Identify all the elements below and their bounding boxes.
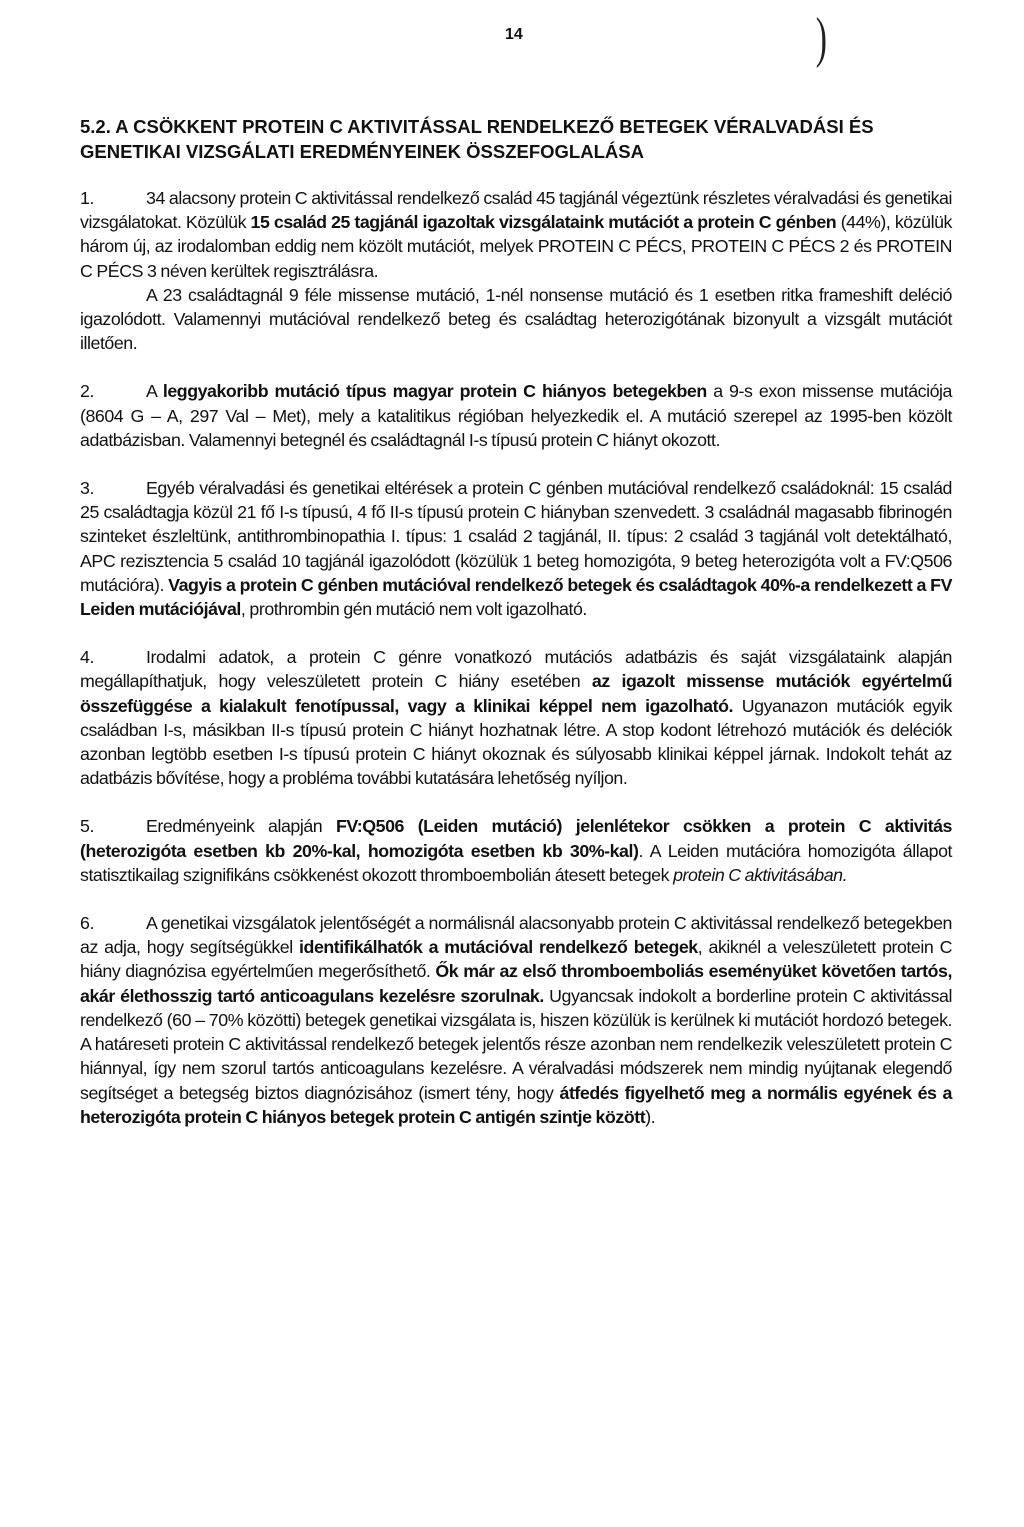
emphasized-text: Vagyis a protein C génben mutációval rendelkező betegek és családtagok 40%-a rendelkezett a FV Leiden mutációjával [80, 574, 952, 620]
body-text: A genetikai vizsgálatok jelentőségét a normálisnál alacsonyabb protein C aktivitással rendelkező betegekben az adja, hogy segítségükkel [80, 913, 952, 958]
body-text: , akiknél a veleszületett protein C hiány diagnózisa egyértelműen megerősíthető. [80, 937, 952, 982]
body-text: a 9-s exon missense mutációja (8604 G – A, 297 Val – Met), mely a katalitikus régióban helyezkedik el. A mutáció szerepel az 1995-ben közölt adatbázisban. Valamennyi betegnél és családtagnál I-s típusú protein C hiányt okozott. [80, 381, 952, 450]
item-number: 5. [80, 816, 94, 837]
body-text: (44%), közülük három új, az irodalomban eddig nem közölt mutációt, melyek PROTEIN C PÉCS, PROTEIN C PÉCS 2 és PROTEIN C PÉCS 3 néven kerültek regisztrálásra. [80, 212, 952, 281]
body-text: Eredményeink alapján [146, 816, 336, 837]
item-number: 3. [80, 478, 94, 499]
summary-list [80, 186, 952, 1153]
handwritten-margin-mark: ) [815, 7, 827, 69]
summary-item-6 [80, 911, 952, 1129]
page-number: 14 [505, 26, 523, 43]
emphasized-text: átfedés figyelhető meg a normális egyének és a heterozigóta protein C hiányos betegek protein C antigén szintje között [80, 1082, 952, 1127]
body-text: A [146, 381, 163, 402]
item-number: 4. [80, 647, 94, 668]
emphasized-text: leggyakoribb mutáció típus magyar protein C hiányos betegekben [162, 381, 707, 402]
body-text: ). [645, 1106, 656, 1127]
item-number: 1. [80, 188, 94, 208]
summary-item-3 [80, 476, 952, 621]
body-text: 34 alacsony protein C aktivitással rendelkező család 45 tagjánál végeztünk részletes véralvadási és genetikai vizsgálatokat. Közülük [80, 188, 952, 233]
body-text: Irodalmi adatok, a protein C génre vonatkozó mutációs adatbázis és saját vizsgálataink alapján megállapíthatjuk, hogy veleszületett protein C hiány esetében [80, 647, 952, 692]
emphasized-text: FV:Q506 (Leiden mutáció) jelenlétekor csökken a protein C aktivitás (heterozigóta esetben kb 20%-kal, homozigóta esetben kb 30%-kal) [80, 816, 952, 861]
italic-text: protein C aktivitásában. [673, 864, 848, 885]
summary-item-4 [80, 645, 952, 790]
emphasized-text: az igazolt missense mutációk egyértelmű összefüggése a kialakult fenotípussal, vagy a klinikai képpel nem igazolható. [80, 671, 953, 716]
summary-item-5 [80, 814, 952, 887]
body-text: , prothrombin gén mutáció nem volt igazolható. [240, 599, 587, 620]
body-text: Ugyanazon mutációk egyik családban I-s, másikban II-s típusú protein C hiányt hozhatnak létre. A stop kodont létrehozó mutációk és deléciók azonban legtöbb esetben I-s típusú protein C hiányt okoznak és súlyosabb klinikai képpel járnak. Indokolt tehát az adatbázis bővítése, hogy a probléma további kutatására lehetőség nyíljon. [80, 695, 952, 789]
summary-item-2 [80, 379, 952, 452]
body-text: Egyéb véralvadási és genetikai eltérések a protein C génben mutációval rendelkező családoknál: 15 család 25 családtagja közül 21 fő I-s típusú, 4 fő II-s típusú protein C hiányban szenvedett. 3 családnál magasabb fibrinogén szinteket észleltünk, antithrombinopathia I. típus: 1 család 2 tagjánál, II. típus: 2 család 3 tagjánál volt detektálható, APC rezisztencia 5 család 10 tagjánál igazolódott (közülük 1 beteg homozigóta, 9 beteg heterozigóta volt a FV:Q506 mutációra). [80, 478, 952, 595]
summary-item-1 [80, 186, 952, 355]
body-text: Ugyancsak indokolt a borderline protein C aktivitással rendelkező (60 – 70% közötti) betegek genetikai vizsgálata is, hiszen közülük is kerülnek ki mutációt hordozó betegek. A határeseti protein C aktivitással rendelkező betegek jelentős része azonban nem rendelkezik veleszületett protein C hiánnyal, így nem szorul tartós anticoagulans kezelésre. A véralvadási módszerek nem mindig nyújtanak elegendő segítséget a betegség biztos diagnózisához (ismert tény, hogy [80, 985, 952, 1103]
section-heading: 5.2. A CSÖKKENT PROTEIN C AKTIVITÁSSAL RENDELKEZŐ BETEGEK VÉRALVADÁSI ÉS GENETIKAI VIZSGÁLATI EREDMÉNYEINEK ÖSSZEFOGLALÁSA [80, 116, 874, 162]
item-subparagraph: A 23 családtagnál 9 féle missense mutáció, 1-nél nonsense mutáció és 1 esetben ritka frameshift deléció igazolódott. Valamennyi mutációval rendelkező beteg és családtag heterozigótának bizonyult a vizsgált mutációt illetően. [80, 284, 952, 354]
emphasized-text: Ők már az első thromboemboliás eseményüket követően tartós, akár élethosszig tartó anticoagulans kezelésre szorulnak. [80, 961, 952, 1006]
item-number: 6. [80, 913, 94, 934]
emphasized-text: 15 család 25 tagjánál igazoltak vizsgálataink mutációt a protein C génben [250, 212, 837, 233]
emphasized-text: identifikálhatók a mutációval rendelkező betegek [299, 937, 698, 958]
body-text: . A Leiden mutációra homozigóta állapot statisztikailag szignifikáns csökkenést okozott thromboembolián átesett betegek [80, 840, 953, 885]
item-number: 2. [80, 381, 94, 402]
